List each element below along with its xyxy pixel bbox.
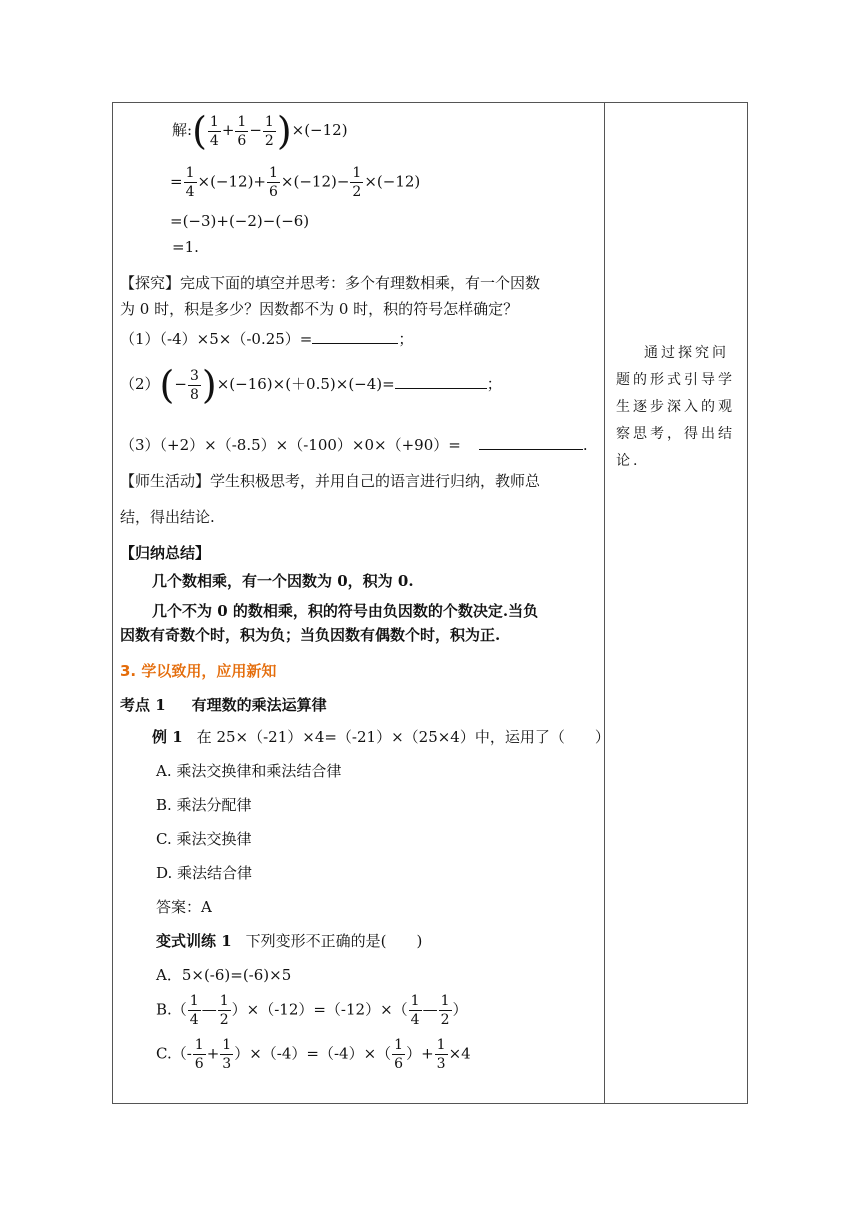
option-a: A. 乘法交换律和乘法结合律 <box>156 762 342 780</box>
solution-line-4: =1. <box>172 238 199 256</box>
answer-blank <box>395 388 487 389</box>
activity-text-2: 结，得出结论. <box>120 508 215 526</box>
question-3: （3）（+2）×（-8.5）×（-100）×0×（+90）= . <box>120 436 588 454</box>
explore-text-2: 为 0 时，积是多少？因数都不为 0 时，积的符号怎样确定？ <box>120 300 519 318</box>
question-1: （1）（-4）×5×（-0.25）= ； <box>120 330 414 348</box>
answer: 答案：A <box>156 898 212 916</box>
solution-line-1: 解:( $\frac{1}{4}$ + $\frac{1}{6}$ − $\frac{1}{2}$ )×(−12) <box>172 109 348 153</box>
option-d: D. 乘法结合律 <box>156 864 253 882</box>
activity-text-1: 【师生活动】学生积极思考，并用自己的语言进行归纳，教师总 <box>120 472 541 490</box>
summary-p1: 几个数相乘，有一个因数为 0，积为 0. <box>152 572 414 590</box>
summary-p2a: 几个不为 0 的数相乘，积的符号由负因数的个数决定.当负 <box>152 602 539 620</box>
variant-option-a: A．5×(-6)=(-6)×5 <box>156 966 292 984</box>
option-c: C. 乘法交换律 <box>156 830 252 848</box>
fraction: $\frac{1}{4}$ <box>209 113 219 149</box>
summary-heading: 【归纳总结】 <box>120 544 211 562</box>
example-1: 例 1 在 25×（-21）×4=（-21）×（25×4）中，运用了（ ） <box>152 728 610 746</box>
design-note: 通过探究问题的形式引导学生逐步深入的观察思考，得出结论. <box>616 345 735 469</box>
variant-option-b: B.（ $\frac{1}{4}$ — $\frac{1}{2}$ ）×（-12）=（-12）×（ $\frac{1}{4}$ — $\frac{1}{2}$ ） <box>156 993 468 1028</box>
column-divider <box>604 102 605 1104</box>
explore-text-1: 【探究】完成下面的填空并思考：多个有理数相乘，有一个因数 <box>120 274 541 292</box>
solution-line-2: = $\frac{1}{4}$ ×(−12)+ $\frac{1}{6}$ ×(−12)− $\frac{1}{2}$ ×(−12) <box>170 165 421 200</box>
summary-p2b: 因数有奇数个时，积为负；当负因数有偶数个时，积为正. <box>120 626 501 644</box>
solution-line-3: =(−3)+(−2)−(−6) <box>170 212 310 230</box>
question-2: （2）(− $\frac{3}{8}$ )×(−16)×(＋0.5)×(−4)= ； <box>120 363 502 407</box>
variant-heading: 变式训练 1 下列变形不正确的是( ) <box>156 932 423 950</box>
variant-option-c: C.（- $\frac{1}{6}$ + $\frac{1}{3}$ ）×（-4）=（-4）×（ $\frac{1}{6}$ ）+ $\frac{1}{3}$ ×4 <box>156 1037 471 1072</box>
option-b: B. 乘法分配律 <box>156 796 252 814</box>
kp-heading: 考点 1 有理数的乘法运算律 <box>120 696 327 714</box>
answer-blank <box>479 449 583 450</box>
answer-blank <box>312 343 398 344</box>
section-title: 3. 学以致用，应用新知 <box>120 662 277 680</box>
